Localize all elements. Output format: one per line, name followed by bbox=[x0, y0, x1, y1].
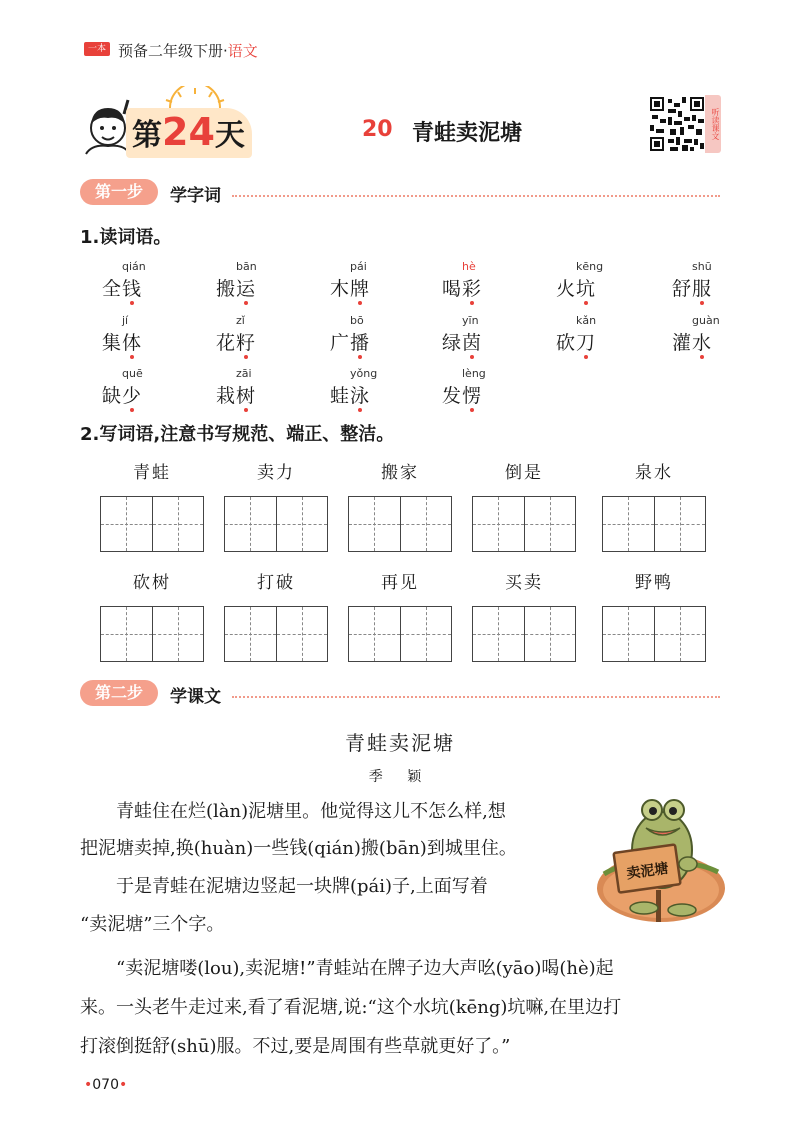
writing-word-label: 野鸭 bbox=[635, 573, 673, 593]
vocab-pinyin: guàn bbox=[692, 314, 720, 327]
writing-word-label: 砍树 bbox=[133, 573, 171, 593]
vocab-mark bbox=[330, 301, 410, 307]
frog-illustration bbox=[596, 790, 726, 925]
vocab-word: 绿茵 bbox=[442, 332, 483, 354]
vocab-pinyin: yǒng bbox=[350, 367, 378, 380]
passage-line-5: “卖泥塘喽(lou),卖泥塘!”青蛙站在牌子边大声吆(yāo)喝(hè)起 bbox=[116, 958, 614, 979]
vocab-mark bbox=[216, 301, 296, 307]
vocab-word: 栽树 bbox=[216, 385, 257, 407]
writing-grid[interactable] bbox=[602, 496, 706, 552]
passage-line-3: 于是青蛙在泥塘边竖起一块牌(pái)子,上面写着 bbox=[116, 876, 488, 897]
vocab-pinyin: kǎn bbox=[576, 314, 597, 327]
writing-grid[interactable] bbox=[224, 496, 328, 552]
passage-line-1: 青蛙住在烂(làn)泥塘里。他觉得这儿不怎么样,想 bbox=[116, 801, 506, 822]
vocab-word: 喝彩 bbox=[442, 278, 483, 300]
vocab-mark bbox=[556, 355, 636, 361]
writing-cell[interactable] bbox=[654, 607, 706, 661]
vocab-mark bbox=[330, 355, 410, 361]
step1-pill: 第一步 bbox=[80, 179, 158, 205]
vocab-word: 木牌 bbox=[330, 278, 371, 300]
vocab-mark bbox=[102, 301, 182, 307]
day-label: 第24天 bbox=[132, 110, 245, 154]
passage-line-4: “卖泥塘”三个字。 bbox=[80, 914, 225, 935]
writing-word-label: 青蛙 bbox=[133, 463, 171, 483]
vocab-item bbox=[330, 367, 410, 414]
vocab-word: 火坑 bbox=[556, 278, 597, 300]
passage-line-6: 来。一头老牛走过来,看了看泥塘,说:“这个水坑(kēng)坑嘛,在里边打 bbox=[80, 997, 622, 1018]
step2-pill: 第二步 bbox=[80, 680, 158, 706]
writing-grid[interactable] bbox=[602, 606, 706, 662]
qr-code-icon[interactable] bbox=[648, 95, 706, 153]
vocab-pinyin: shū bbox=[692, 260, 712, 273]
step1-title: 学字词 bbox=[170, 186, 221, 206]
vocab-word: 砍刀 bbox=[556, 332, 597, 354]
vocab-pinyin: lèng bbox=[462, 367, 486, 380]
passage-title: 青蛙卖泥塘 bbox=[345, 731, 455, 755]
writing-word-label: 再见 bbox=[381, 573, 419, 593]
vocab-word: 蛙泳 bbox=[330, 385, 371, 407]
question-2-title: 2.写词语,注意书写规范、端正、整洁。 bbox=[80, 424, 395, 445]
sun-rays-icon bbox=[160, 86, 230, 108]
writing-word-label: 搬家 bbox=[381, 463, 419, 483]
writing-cell[interactable] bbox=[101, 497, 152, 551]
writing-grid[interactable] bbox=[348, 496, 452, 552]
writing-word-label: 泉水 bbox=[635, 463, 673, 483]
writing-word-label: 倒是 bbox=[505, 463, 543, 483]
vocab-item bbox=[102, 260, 182, 307]
vocab-pinyin: kēng bbox=[576, 260, 604, 273]
vocab-item bbox=[216, 367, 296, 414]
writing-cell[interactable] bbox=[152, 497, 204, 551]
step2-divider bbox=[232, 696, 720, 698]
vocab-mark bbox=[102, 355, 182, 361]
vocab-mark bbox=[672, 301, 752, 307]
vocab-pinyin: zǐ bbox=[236, 314, 245, 327]
vocab-item bbox=[216, 314, 296, 361]
vocab-word: 全钱 bbox=[102, 278, 143, 300]
writing-cell[interactable] bbox=[400, 497, 452, 551]
step1-divider bbox=[232, 195, 720, 197]
vocab-pinyin: zāi bbox=[236, 367, 252, 380]
writing-grid[interactable] bbox=[100, 606, 204, 662]
writing-word-label: 打破 bbox=[257, 573, 295, 593]
vocab-item bbox=[672, 314, 752, 361]
lesson-title: 青蛙卖泥塘 bbox=[412, 121, 523, 146]
writing-grid[interactable] bbox=[472, 606, 576, 662]
writing-cell[interactable] bbox=[101, 607, 152, 661]
vocab-item bbox=[330, 314, 410, 361]
writing-cell[interactable] bbox=[152, 607, 204, 661]
vocab-word: 搬运 bbox=[216, 278, 257, 300]
writing-cell[interactable] bbox=[603, 607, 654, 661]
vocab-item bbox=[556, 314, 636, 361]
vocab-pinyin: hè bbox=[462, 260, 476, 273]
vocab-item bbox=[216, 260, 296, 307]
writing-cell[interactable] bbox=[603, 497, 654, 551]
writing-word-label: 买卖 bbox=[505, 573, 543, 593]
book-title: 预备二年级下册·语文 bbox=[118, 42, 258, 60]
vocab-item bbox=[102, 367, 182, 414]
passage-author: 季 颖 bbox=[368, 769, 432, 785]
vocab-mark bbox=[216, 355, 296, 361]
writing-cell[interactable] bbox=[473, 497, 524, 551]
vocab-mark bbox=[556, 301, 636, 307]
vocab-mark bbox=[442, 355, 522, 361]
vocab-item bbox=[330, 260, 410, 307]
qr-caption: 听读课文 bbox=[705, 95, 721, 153]
writing-grid[interactable] bbox=[224, 606, 328, 662]
vocab-word: 舒服 bbox=[672, 278, 713, 300]
vocab-word: 集体 bbox=[102, 332, 143, 354]
writing-cell[interactable] bbox=[654, 497, 706, 551]
vocab-mark bbox=[216, 408, 296, 414]
vocab-word: 发愣 bbox=[442, 385, 483, 407]
writing-grid[interactable] bbox=[472, 496, 576, 552]
writing-cell[interactable] bbox=[276, 607, 328, 661]
writing-cell[interactable] bbox=[225, 607, 276, 661]
vocab-mark bbox=[672, 355, 752, 361]
vocab-mark bbox=[442, 301, 522, 307]
passage-line-7: 打滚倒挺舒(shū)服。不过,要是周围有些草就更好了。” bbox=[80, 1036, 511, 1057]
passage-line-2: 把泥塘卖掉,换(huàn)一些钱(qián)搬(bān)到城里住。 bbox=[80, 838, 517, 859]
vocab-pinyin: pái bbox=[350, 260, 367, 273]
vocab-item bbox=[102, 314, 182, 361]
writing-cell[interactable] bbox=[524, 607, 576, 661]
writing-cell[interactable] bbox=[349, 497, 400, 551]
writing-grid[interactable] bbox=[348, 606, 452, 662]
vocab-pinyin: bān bbox=[236, 260, 257, 273]
vocab-word: 缺少 bbox=[102, 385, 143, 407]
writing-cell[interactable] bbox=[524, 497, 576, 551]
sign-text: 卖泥塘 bbox=[625, 860, 670, 883]
vocab-pinyin: jí bbox=[122, 314, 129, 327]
vocab-pinyin: quē bbox=[122, 367, 143, 380]
vocab-pinyin: bō bbox=[350, 314, 364, 327]
vocab-pinyin: yīn bbox=[462, 314, 479, 327]
writing-grid[interactable] bbox=[100, 496, 204, 552]
vocab-word: 花籽 bbox=[216, 332, 257, 354]
vocab-item bbox=[442, 367, 522, 414]
vocab-item bbox=[556, 260, 636, 307]
writing-word-label: 卖力 bbox=[257, 463, 295, 483]
vocab-mark bbox=[102, 408, 182, 414]
writing-cell[interactable] bbox=[400, 607, 452, 661]
writing-cell[interactable] bbox=[276, 497, 328, 551]
writing-cell[interactable] bbox=[473, 607, 524, 661]
vocab-item bbox=[442, 260, 522, 307]
writing-cell[interactable] bbox=[349, 607, 400, 661]
vocab-mark bbox=[330, 408, 410, 414]
brand-logo: 一本 bbox=[84, 42, 110, 56]
lesson-number: 20 bbox=[362, 117, 393, 142]
vocab-mark bbox=[442, 408, 522, 414]
vocab-pinyin: qián bbox=[122, 260, 146, 273]
vocab-word: 灌水 bbox=[672, 332, 713, 354]
question-1-title: 1.读词语。 bbox=[80, 227, 172, 248]
vocab-word: 广播 bbox=[330, 332, 371, 354]
vocab-item bbox=[442, 314, 522, 361]
vocab-item bbox=[672, 260, 752, 307]
step2-title: 学课文 bbox=[170, 687, 221, 707]
writing-cell[interactable] bbox=[225, 497, 276, 551]
page-number: •070• bbox=[84, 1077, 128, 1093]
